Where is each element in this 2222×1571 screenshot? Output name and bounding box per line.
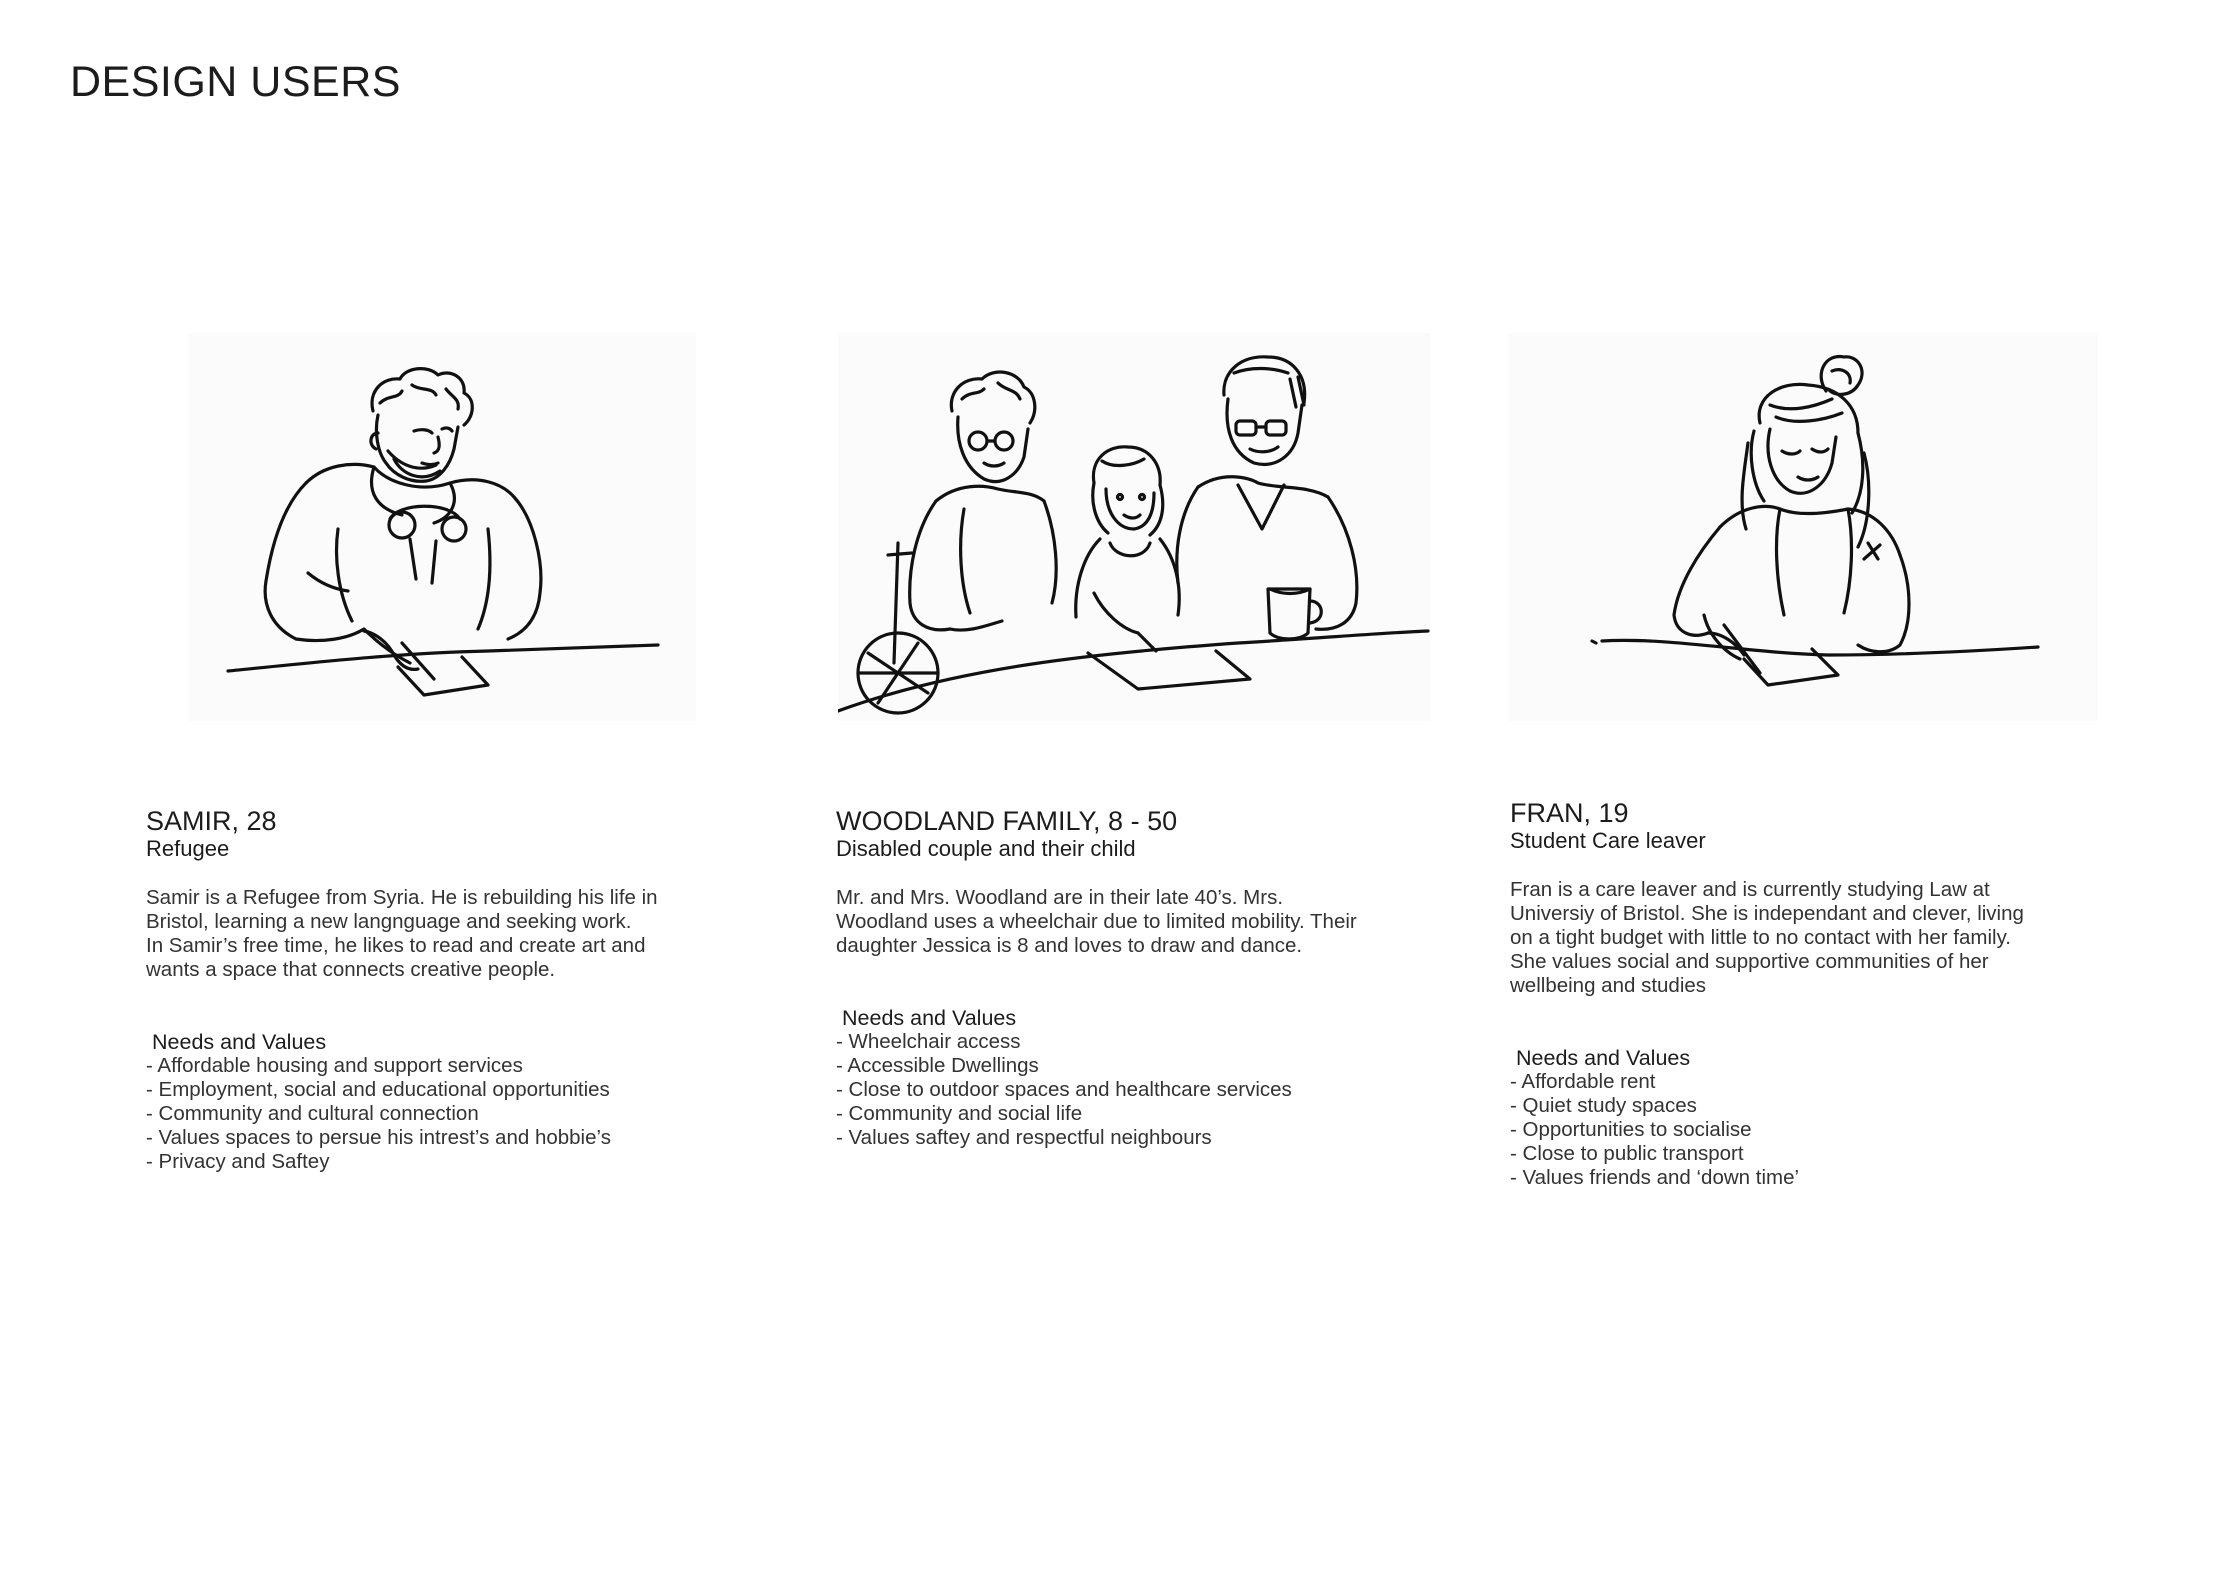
needs-list [1510, 1070, 2110, 1190]
needs-item: - Quiet study spaces [1510, 1094, 1697, 1117]
needs-item: - Community and cultural connection [146, 1102, 479, 1125]
persona-name: WOODLAND FAMILY, 8 - 50 [836, 806, 1178, 836]
fran-illustration [1508, 333, 2098, 721]
needs-item: - Employment, social and educational opportunities [146, 1078, 610, 1101]
needs-item: - Affordable rent [1510, 1070, 1656, 1093]
persona-description: Samir is a Refugee from Syria. He is rebuilding his life in Bristol, learning a new langnguage and seeking work. In Samir’s free time, he likes to read and create art and wants a space that connects creative people. [146, 886, 658, 981]
needs-values-heading: Needs and Values [1516, 1046, 1691, 1070]
needs-values-heading: Needs and Values [152, 1030, 327, 1054]
needs-item: - Wheelchair access [836, 1030, 1021, 1053]
needs-item: - Privacy and Saftey [146, 1150, 330, 1173]
woodland-sketch-drawing [838, 333, 1430, 721]
needs-item: - Values saftey and respectful neighbours [836, 1126, 1212, 1149]
persona-card-fran [1510, 798, 2110, 1190]
needs-item: - Values friends and ‘down time’ [1510, 1166, 1800, 1189]
needs-list [146, 1054, 746, 1174]
samir-sketch-drawing [188, 333, 696, 721]
needs-values-heading: Needs and Values [842, 1006, 1017, 1030]
persona-role: Disabled couple and their child [836, 836, 1136, 861]
needs-item: - Close to outdoor spaces and healthcare services [836, 1078, 1292, 1101]
persona-name: SAMIR, 28 [146, 806, 277, 836]
persona-role: Student Care leaver [1510, 828, 1706, 853]
fran-sketch-drawing [1508, 333, 2098, 721]
needs-item: - Affordable housing and support services [146, 1054, 523, 1077]
persona-description: Fran is a care leaver and is currently studying Law at Universiy of Bristol. She is independant and clever, living on a tight budget with little to no contact with her family. She values social and supportive communities of her wellbeing and studies [1510, 878, 2024, 997]
persona-description: Mr. and Mrs. Woodland are in their late 40’s. Mrs. Woodland uses a wheelchair due to limited mobility. Their daughter Jessica is 8 and loves to draw and dance. [836, 886, 1357, 957]
needs-item: - Close to public transport [1510, 1142, 1744, 1165]
woodland-family-illustration [838, 333, 1430, 721]
needs-item: - Opportunities to socialise [1510, 1118, 1752, 1141]
persona-card-woodland-family [836, 806, 1436, 1150]
needs-item: - Community and social life [836, 1102, 1083, 1125]
samir-illustration [188, 333, 696, 721]
persona-role: Refugee [146, 836, 230, 861]
needs-item: - Values spaces to persue his intrest’s and hobbie’s [146, 1126, 611, 1149]
persona-name: FRAN, 19 [1510, 798, 1629, 828]
page-title: DESIGN USERS [70, 58, 401, 106]
persona-card-samir [146, 806, 746, 1174]
needs-item: - Accessible Dwellings [836, 1054, 1039, 1077]
needs-list [836, 1030, 1436, 1150]
